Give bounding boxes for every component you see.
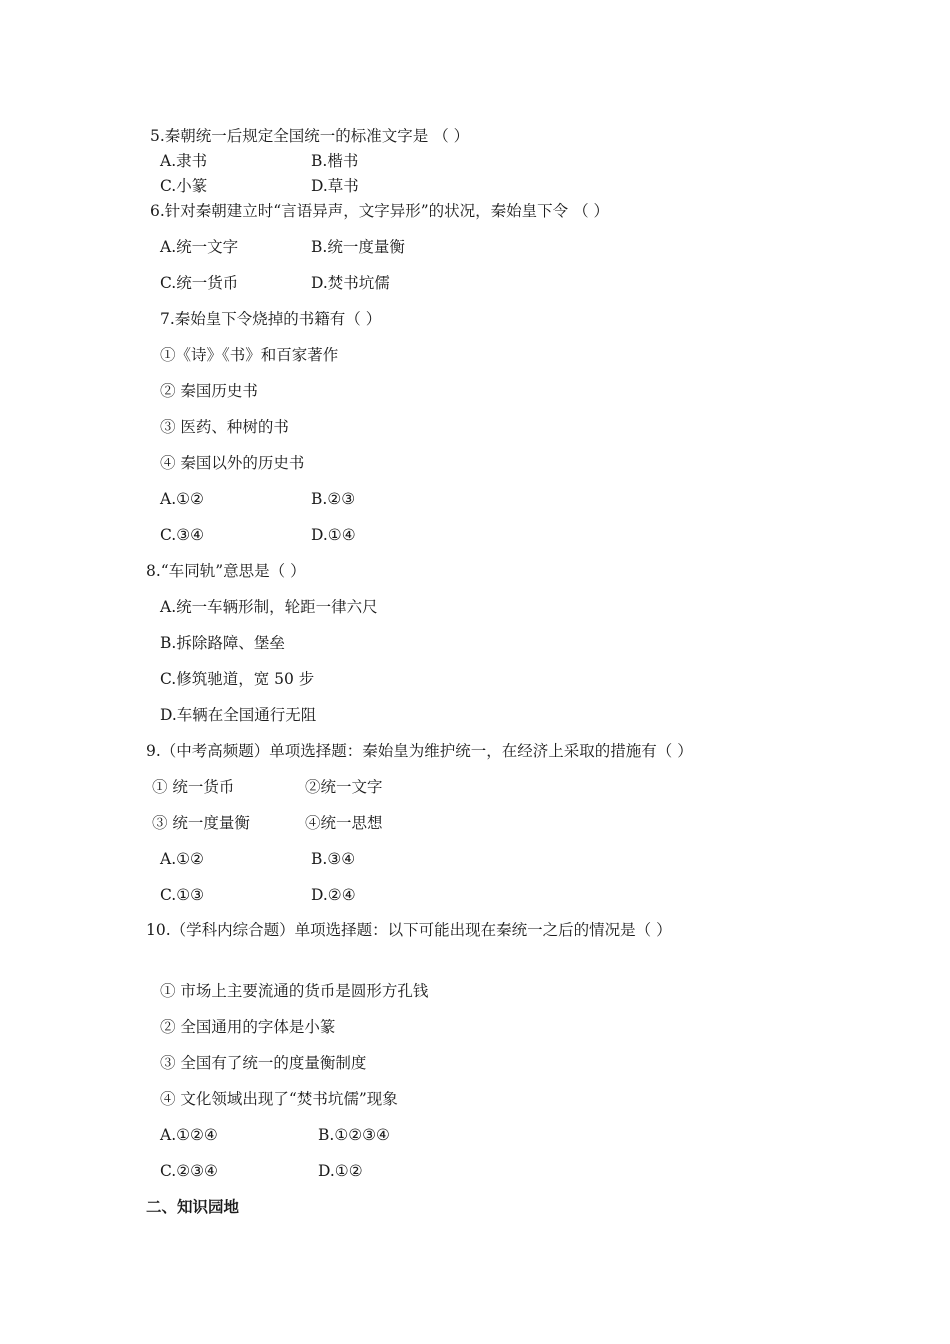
q10-item-1: ① 市场上主要流通的货币是圆形方孔钱 [160,982,429,1000]
q6-stem: 6.针对秦朝建立时“言语异声，文字异形”的状况，秦始皇下令 （ ） [150,202,609,220]
q9-item-2: ②统一文字 [305,778,383,796]
q10-option-c: C.②③④ [160,1162,218,1180]
q9-stem: 9.（中考高频题）单项选择题：秦始皇为维护统一，在经济上采取的措施有（ ） [146,742,693,760]
q5-option-d: D.草书 [311,177,359,195]
q7-item-3: ③ 医药、种树的书 [160,418,289,436]
q7-option-b: B.②③ [311,490,356,508]
q7-option-c: C.③④ [160,526,205,544]
q10-stem: 10.（学科内综合题）单项选择题：以下可能出现在秦统一之后的情况是（ ） [146,921,672,939]
q8-stem: 8.“车同轨”意思是（ ） [146,562,306,580]
q8-option-d: D.车辆在全国通行无阻 [160,706,317,724]
q5-option-b: B.楷书 [311,152,359,170]
section-heading: 二、知识园地 [146,1198,240,1216]
q7-stem: 7.秦始皇下令烧掉的书籍有（ ） [160,310,382,328]
q9-item-4: ④统一思想 [305,814,383,832]
q7-item-1: ①《诗》《书》和百家著作 [160,346,339,364]
q10-option-a: A.①②④ [160,1126,218,1144]
q10-item-2: ② 全国通用的字体是小篆 [160,1018,336,1036]
q10-option-b: B.①②③④ [318,1126,390,1144]
q8-option-c: C.修筑驰道，宽 50 步 [160,670,315,688]
q7-item-4: ④ 秦国以外的历史书 [160,454,305,472]
q9-option-a: A.①② [160,850,204,868]
q5-option-a: A.隶书 [160,152,208,170]
q10-item-3: ③ 全国有了统一的度量衡制度 [160,1054,367,1072]
q8-option-a: A.统一车辆形制，轮距一律六尺 [160,598,378,616]
q10-option-d: D.①② [318,1162,363,1180]
q6-option-d: D.焚书坑儒 [311,274,390,292]
q6-option-b: B.统一度量衡 [311,238,405,256]
q9-item-1: ① 统一货币 [152,778,235,796]
q7-option-a: A.①② [160,490,204,508]
q9-item-3: ③ 统一度量衡 [152,814,250,832]
q6-option-c: C.统一货币 [160,274,239,292]
q10-item-4: ④ 文化领域出现了“焚书坑儒”现象 [160,1090,398,1108]
q7-item-2: ② 秦国历史书 [160,382,258,400]
q9-option-b: B.③④ [311,850,356,868]
q9-option-c: C.①③ [160,886,205,904]
q8-option-b: B.拆除路障、堡垒 [160,634,285,652]
q5-option-c: C.小篆 [160,177,208,195]
q7-option-d: D.①④ [311,526,356,544]
q6-option-a: A.统一文字 [160,238,239,256]
q9-option-d: D.②④ [311,886,356,904]
q5-stem: 5.秦朝统一后规定全国统一的标准文字是 （ ） [150,127,470,145]
